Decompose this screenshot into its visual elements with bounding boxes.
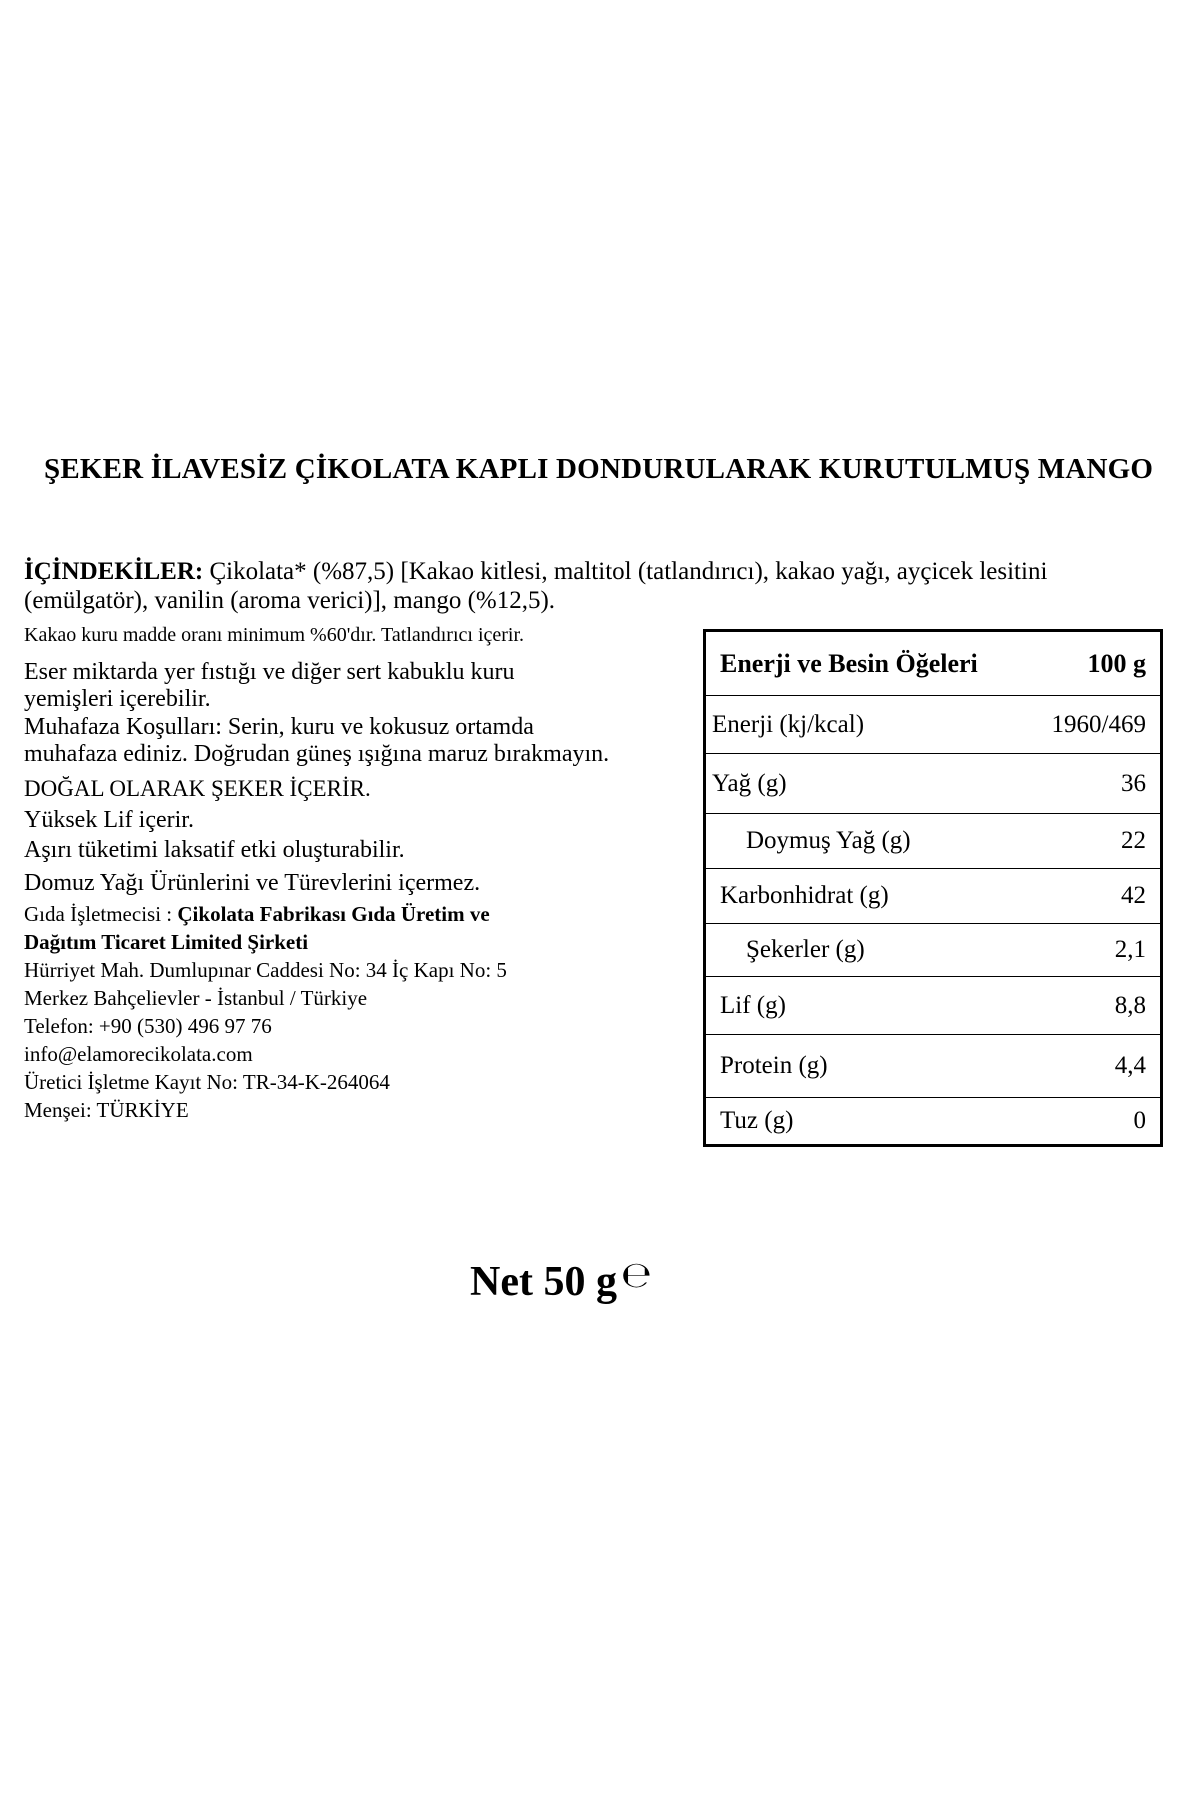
nutrition-header-label: Enerji ve Besin Öğeleri (705, 631, 1031, 696)
operator-name-2: Dağıtım Ticaret Limited Şirketi (24, 930, 309, 954)
nutrition-label: Lif (g) (705, 977, 1031, 1035)
operator-name-1: Çikolata Fabrikası Gıda Üretim ve (177, 902, 490, 926)
nutrition-value: 0 (1133, 1107, 1146, 1134)
nutrition-value: 8,8 (1030, 977, 1161, 1035)
net-weight-text: Net 50 g (470, 1259, 617, 1305)
operator-line-1 (24, 902, 490, 927)
address-line-2: Merkez Bahçelievler - İstanbul / Türkiye (24, 986, 368, 1010)
pork-note: Domuz Yağı Ürünlerini ve Türevlerini içermez. (24, 870, 481, 896)
operator-label: Gıda İşletmecisi : (24, 902, 178, 926)
nutrition-row-energy (705, 696, 1162, 754)
nutrition-row-salt (705, 1098, 1162, 1146)
nutrition-label: Karbonhidrat (g) (705, 869, 1031, 924)
nutrition-value: 1960/469 (1030, 696, 1161, 754)
nutrition-header-unit: 100 g (1030, 631, 1161, 696)
registry-number: Üretici İşletme Kayıt No: TR-34-K-264064 (24, 1070, 390, 1094)
ingredients-block (24, 557, 1154, 615)
nutrition-row-fiber (705, 977, 1162, 1035)
nutrition-row-sugars (705, 924, 1162, 977)
net-weight (470, 1255, 652, 1306)
fiber-note: Yüksek Lif içerir. (24, 807, 194, 833)
nutrition-value: 36 (1030, 754, 1161, 814)
laxative-note: Aşırı tüketimi laksatif etki oluşturabilir. (24, 837, 405, 863)
nutrition-value: 4,4 (1030, 1035, 1161, 1098)
nutrition-row-protein (705, 1035, 1162, 1098)
nutrition-value: 22 (1030, 814, 1161, 869)
nutrition-label: Doymuş Yağ (g) (705, 814, 1031, 869)
nutrition-label: Enerji (kj/kcal) (705, 696, 1031, 754)
cocoa-note: Kakao kuru madde oranı minimum %60'dır. Tatlandırıcı içerir. (24, 624, 525, 646)
email: info@elamorecikolata.com (24, 1042, 253, 1066)
address-line-1: Hürriyet Mah. Dumlupınar Caddesi No: 34 İç Kapı No: 5 (24, 958, 507, 982)
nutrition-value: 2,1 (1030, 924, 1161, 977)
natural-sugar-note: DOĞAL OLARAK ŞEKER İÇERİR. (24, 776, 371, 801)
ingredients-text: Çikolata* (%87,5) [Kakao kitlesi, maltitol (tatlandırıcı), kakao yağı, ayçicek lesitini (emülgatör), vanilin (aroma verici)], mango (%12,5). (24, 558, 1048, 614)
nutrition-row-carbohydrate (705, 869, 1162, 924)
ingredients-label: İÇİNDEKİLER: (24, 558, 204, 585)
phone: Telefon: +90 (530) 496 97 76 (24, 1014, 272, 1038)
nutrition-label: Tuz (g) (720, 1107, 794, 1134)
storage-line-2: muhafaza ediniz. Doğrudan güneş ışığına maruz bırakmayın. (24, 741, 610, 767)
allergen-line-2: yemişleri içerebilir. (24, 686, 211, 712)
nutrition-label: Şekerler (g) (705, 924, 1031, 977)
nutrition-row-saturated-fat (705, 814, 1162, 869)
nutrition-table (703, 629, 1163, 1147)
nutrition-row-fat (705, 754, 1162, 814)
origin: Menşei: TÜRKİYE (24, 1098, 189, 1122)
nutrition-label: Yağ (g) (705, 754, 1031, 814)
estimated-sign-icon: ℮ (620, 1255, 652, 1296)
nutrition-label: Protein (g) (705, 1035, 1031, 1098)
nutrition-header-row (705, 631, 1162, 696)
storage-line-1: Muhafaza Koşulları: Serin, kuru ve kokusuz ortamda (24, 714, 534, 740)
nutrition-value: 42 (1030, 869, 1161, 924)
allergen-line-1: Eser miktarda yer fıstığı ve diğer sert kabuklu kuru (24, 659, 515, 685)
product-title: ŞEKER İLAVESİZ ÇİKOLATA KAPLI DONDURULARAK KURUTULMUŞ MANGO (44, 453, 1154, 485)
